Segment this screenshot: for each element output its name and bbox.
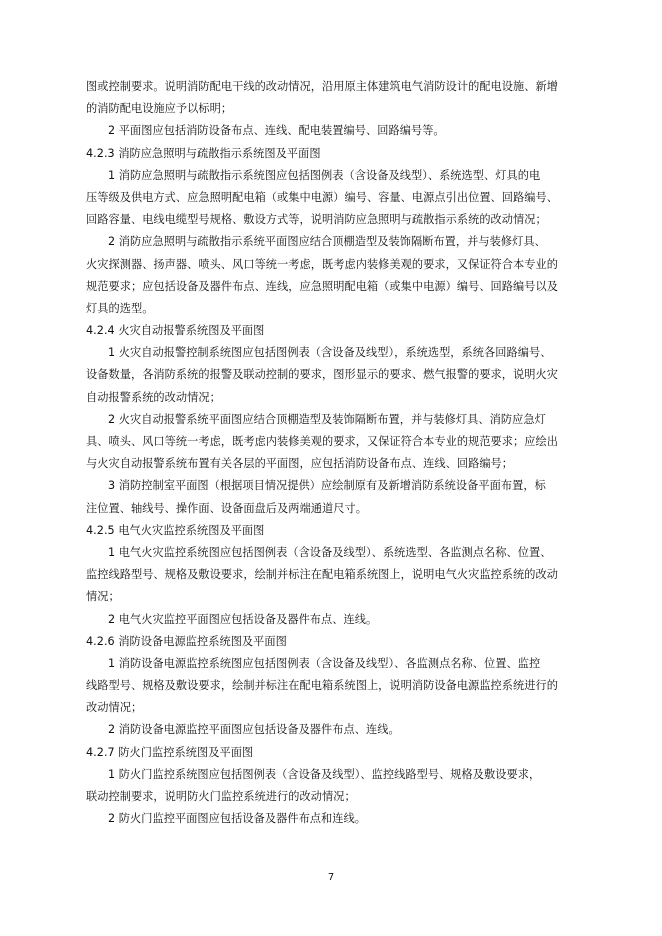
list-item: 2 消防应急照明与疏散指示系统平面图应结合顶棚造型及装饰隔断布置，并与装修灯具、 xyxy=(108,235,546,249)
list-item: 1 消防应急照明与疏散指示系统图应包括图例表（含设备及线型）、系统选型、灯具的电 xyxy=(108,168,541,182)
list-item: 2 平面图应包括消防设备布点、连线、配电装置编号、回路编号等。 xyxy=(108,124,445,138)
body-text-line: 自动报警系统的改动情况； xyxy=(86,390,221,404)
list-item: 2 火灾自动报警系统平面图应结合顶棚造型及装饰隔断布置，并与装修灯具、消防应急灯 xyxy=(108,412,546,426)
body-text-line: 情况； xyxy=(86,590,120,604)
section-heading-4-2-7: 4.2.7 防火门监控系统图及平面图 xyxy=(86,745,254,759)
body-text-line: 图或控制要求。说明消防配电干线的改动情况，沿用原主体建筑电气消防设计的配电设施、新增 xyxy=(86,80,558,93)
body-text-line: 设备数量，各消防系统的报警及联动控制的要求，图形显示的要求、燃气报警的要求，说明火灾 xyxy=(86,368,558,382)
body-text-line: 规范要求；应包括设备及器件布点、连线，应急照明配电箱（或集中电源）编号、回路编号以及 xyxy=(86,279,558,293)
body-text-line: 具、喷头、风口等统一考虑，既考虑内装修美观的要求，又保证符合本专业的规范要求；应绘出 xyxy=(86,435,558,448)
body-text-line: 改动情况； xyxy=(86,701,143,715)
page-number: 7 xyxy=(327,872,335,883)
body-text-line: 灯具的选型。 xyxy=(86,301,154,315)
body-text-line: 的消防配电设施应予以标明； xyxy=(86,102,233,116)
page-body xyxy=(86,76,576,830)
list-item: 1 防火门监控系统图应包括图例表（含设备及线型）、监控线路型号、规格及敷设要求， xyxy=(108,767,541,781)
body-text-line: 注位置、轴线号、操作面、设备面盘后及两端通道尺寸。 xyxy=(86,501,367,515)
list-item: 3 消防控制室平面图（根据项目情况提供）应绘制原有及新增消防系统设备平面布置，标 xyxy=(108,479,546,493)
section-heading-4-2-6: 4.2.6 消防设备电源监控系统图及平面图 xyxy=(86,634,287,648)
list-item: 2 电气火灾监控平面图应包括设备及器件布点、连线。 xyxy=(108,612,378,626)
body-text-line: 监控线路型号、规格及敷设要求，绘制并标注在配电箱系统图上，说明电气火灾监控系统的改动 xyxy=(86,568,558,582)
section-heading-4-2-5: 4.2.5 电气火灾监控系统图及平面图 xyxy=(86,523,265,537)
list-item: 2 防火门监控平面图应包括设备及器件布点和连线。 xyxy=(108,812,367,826)
body-text-line: 回路容量、电线电缆型号规格、敷设方式等，说明消防应急照明与疏散指示系统的改动情况； xyxy=(86,213,547,227)
list-item: 1 消防设备电源监控系统图应包括图例表（含设备及线型）、各监测点名称、位置、监控 xyxy=(108,656,541,670)
list-item: 1 火灾自动报警控制系统图应包括图例表（含设备及线型），系统选型，系统各回路编号、 xyxy=(108,346,552,360)
body-text-line: 压等级及供电方式、应急照明配电箱（或集中电源）编号、容量、电源点引出位置、回路编号、 xyxy=(86,190,558,204)
section-heading-4-2-4: 4.2.4 火灾自动报警系统图及平面图 xyxy=(86,324,265,338)
body-text-line: 线路型号、规格及敷设要求，绘制并标注在配电箱系统图上，说明消防设备电源监控系统进行的 xyxy=(86,679,558,693)
body-text-line: 火灾探测器、扬声器、喷头、风口等统一考虑，既考虑内装修美观的要求，又保证符合本专业的 xyxy=(86,257,558,271)
section-heading-4-2-3: 4.2.3 消防应急照明与疏散指示系统图及平面图 xyxy=(86,146,321,160)
body-text-line: 联动控制要求，说明防火门监控系统进行的改动情况； xyxy=(86,790,356,803)
list-item: 2 消防设备电源监控平面图应包括设备及器件布点、连线。 xyxy=(108,723,400,737)
body-text-line: 与火灾自动报警系统布置有关各层的平面图，应包括消防设备布点、连线、回路编号； xyxy=(86,457,514,471)
list-item: 1 电气火灾监控系统图应包括图例表（含设备及线型）、系统选型、各监测点名称、位置、 xyxy=(108,545,552,559)
